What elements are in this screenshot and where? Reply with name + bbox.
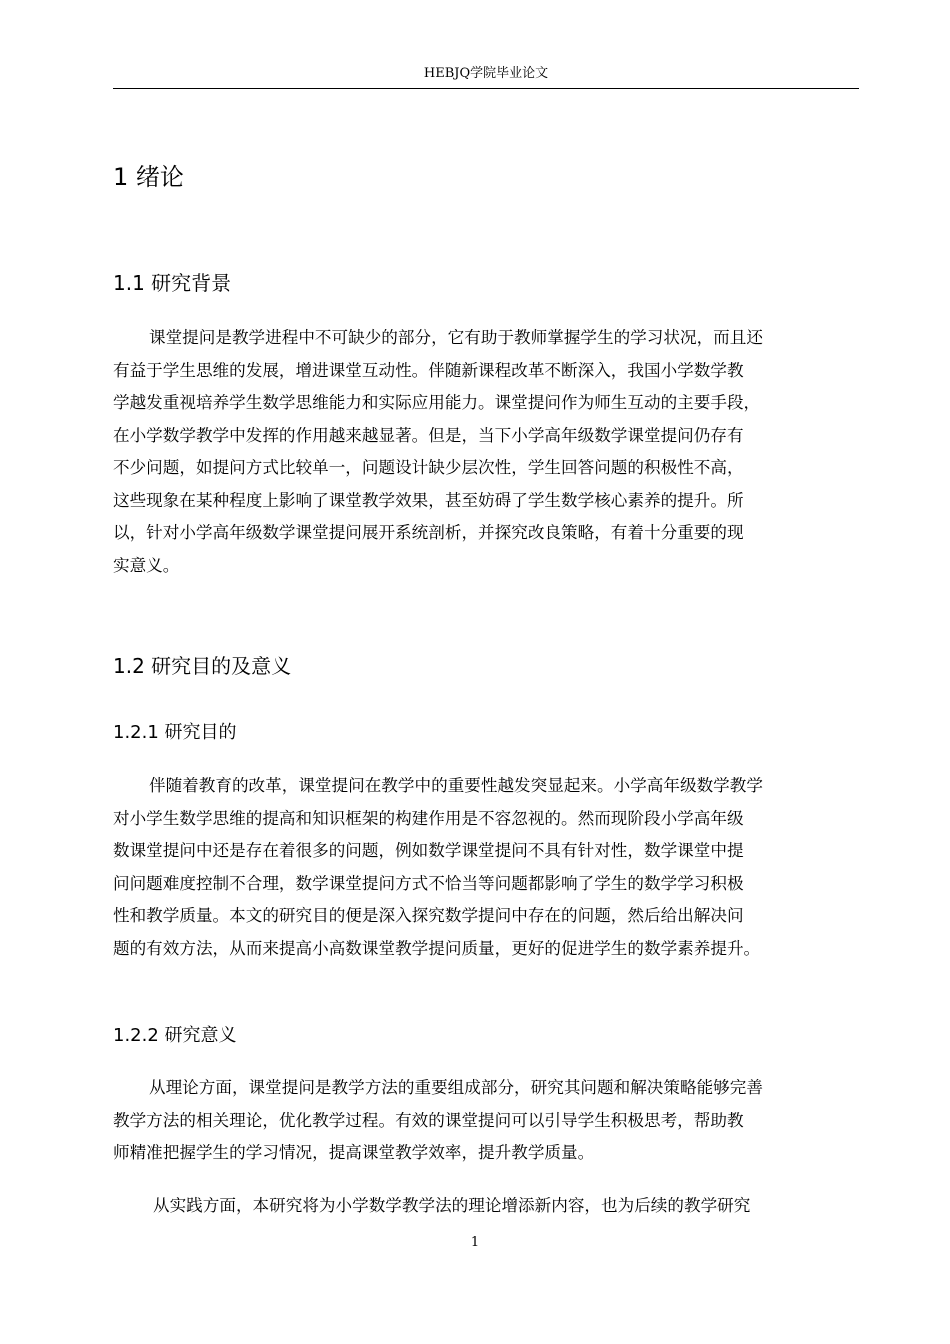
paragraph-line: 从实践方面，本研究将为小学数学教学法的理论增添新内容，也为后续的教学研究	[153, 1196, 751, 1215]
paragraph-line: 从理论方面，课堂提问是教学方法的重要组成部分，研究其问题和解决策略能够完善	[149, 1078, 763, 1097]
paragraph-line: 对小学生数学思维的提高和知识框架的构建作用是不容忽视的。然而现阶段小学高年级	[113, 808, 744, 828]
section-1-2-1-paragraph	[113, 770, 859, 965]
paragraph-line: 在小学数学教学中发挥的作用越来越显著。但是，当下小学高年级数学课堂提问仍存有	[113, 425, 744, 445]
paragraph-line: 问问题难度控制不合理，数学课堂提问方式不恰当等问题都影响了学生的数学学习积极	[113, 873, 744, 893]
section-1-2-title: 1.2 研究目的及意义	[113, 654, 292, 678]
paragraph-line: 以，针对小学高年级数学课堂提问展开系统剖析，并探究改良策略，有着十分重要的现	[113, 523, 744, 542]
section-1-1-title: 1.1 研究背景	[113, 271, 232, 295]
paragraph-line: 性和教学质量。本文的研究目的便是深入探究数学提问中存在的问题，然后给出解决问	[113, 906, 744, 925]
paragraph-line: 这些现象在某种程度上影响了课堂教学效果，甚至妨碍了学生数学核心素养的提升。所	[113, 490, 744, 510]
paragraph-line: 课堂提问是教学进程中不可缺少的部分，它有助于教师掌握学生的学习状况，而且还	[149, 328, 763, 347]
header-title: HEBJQ学院毕业论文	[423, 66, 549, 81]
paragraph-line: 实意义。	[113, 555, 180, 575]
paragraph-line: 有益于学生思维的发展，增进课堂互动性。伴随新课程改革不断深入，我国小学数学教	[113, 360, 744, 380]
section-1-2-1-title: 1.2.1 研究目的	[113, 722, 237, 743]
section-1-2-2-paragraph-2	[113, 1190, 859, 1223]
paragraph-line: 不少问题，如提问方式比较单一，问题设计缺少层次性，学生回答问题的积极性不高，	[113, 458, 744, 477]
chapter-title: 1 绪论	[113, 163, 184, 191]
page-header	[113, 64, 859, 89]
paragraph-line: 伴随着教育的改革，课堂提问在教学中的重要性越发突显起来。小学高年级数学教学	[149, 776, 763, 795]
section-1-2-2-paragraph-1	[113, 1072, 859, 1170]
paragraph-line: 数课堂提问中还是存在着很多的问题，例如数学课堂提问不具有针对性，数学课堂中提	[113, 841, 744, 860]
section-1-1-paragraph	[113, 322, 859, 582]
paragraph-line: 教学方法的相关理论，优化教学过程。有效的课堂提问可以引导学生积极思考，帮助教	[113, 1110, 744, 1130]
paragraph-line: 师精准把握学生的学习情况，提高课堂教学效率，提升教学质量。	[113, 1143, 595, 1162]
paragraph-line: 学越发重视培养学生数学思维能力和实际应用能力。课堂提问作为师生互动的主要手段，	[113, 393, 761, 412]
paragraph-line: 题的有效方法，从而来提高小高数课堂教学提问质量，更好的促进学生的数学素养提升。	[113, 938, 761, 958]
page-number: 1	[470, 1235, 480, 1250]
section-1-2-2-title: 1.2.2 研究意义	[113, 1025, 237, 1046]
